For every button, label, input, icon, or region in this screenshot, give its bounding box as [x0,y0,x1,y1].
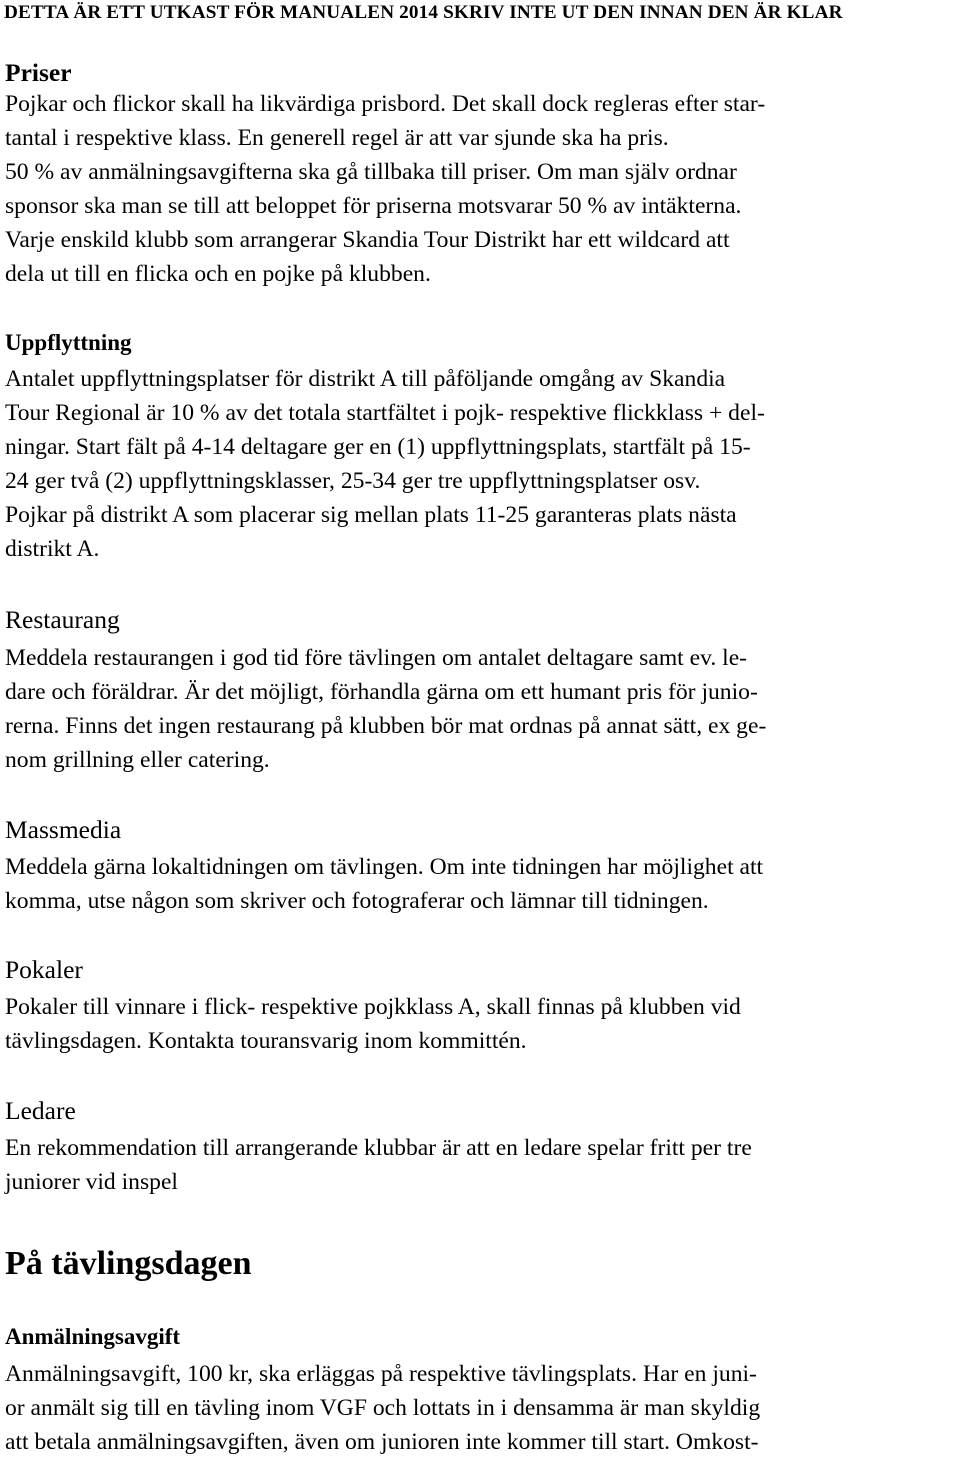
paragraph-line: att betala anmälningsavgiften, även om junioren inte kommer till start. Omkost- [5,1429,759,1455]
paragraph-line: Antalet uppflyttningsplatser för distrikt A till påföljande omgång av Skandia [5,366,726,392]
paragraph-line: Pojkar på distrikt A som placerar sig mellan plats 11-25 garanteras plats nästa [5,502,737,528]
paragraph-line: tantal i respektive klass. En generell regel är att var sjunde ska ha pris. [5,125,669,151]
section-heading-restaurang: Restaurang [5,605,120,634]
paragraph-line: sponsor ska man se till att beloppet för priserna motsvarar 50 % av intäkterna. [5,193,742,219]
paragraph-line: distrikt A. [5,536,100,562]
paragraph-line: ningar. Start fält på 4-14 deltagare ger en (1) uppflyttningsplats, startfält på 15- [5,434,751,460]
paragraph-line: Meddela restaurangen i god tid före tävlingen om antalet deltagare samt ev. le- [5,645,748,671]
paragraph-line: rerna. Finns det ingen restaurang på klubben bör mat ordnas på annat sätt, ex ge- [5,713,767,739]
paragraph-line: En rekommendation till arrangerande klubbar är att en ledare spelar fritt per tre [5,1135,752,1161]
section-heading-ledare: Ledare [5,1096,76,1125]
paragraph-line: Pojkar och flickor skall ha likvärdiga prisbord. Det skall dock regleras efter star- [5,91,766,117]
paragraph-line: dela ut till en flicka och en pojke på klubben. [5,261,431,287]
section-heading-priser: Priser [5,58,72,87]
paragraph-line: Varje enskild klubb som arrangerar Skandia Tour Distrikt har ett wildcard att [5,227,730,253]
chapter-heading-tavlingsdagen: På tävlingsdagen [5,1245,252,1282]
paragraph-line: juniorer vid inspel [5,1169,178,1195]
paragraph-line: or anmält sig till en tävling inom VGF och lottats in i densamma är man skyldig [5,1395,761,1421]
paragraph-line: Meddela gärna lokaltidningen om tävlingen. Om inte tidningen har möjlighet att [5,854,764,880]
paragraph-line: dare och föräldrar. Är det möjligt, förhandla gärna om ett humant pris för junio- [5,679,758,705]
draft-warning-header: DETTA ÄR ETT UTKAST FÖR MANUALEN 2014 SKRIV INTE UT DEN INNAN DEN ÄR KLAR [4,2,843,23]
paragraph-line: komma, utse någon som skriver och fotograferar och lämnar till tidningen. [5,888,709,914]
paragraph-line: nom grillning eller catering. [5,747,270,773]
paragraph-line: Tour Regional är 10 % av det totala startfältet i pojk- respektive flickklass + del- [5,400,765,426]
section-heading-uppflyttning: Uppflyttning [5,330,132,355]
paragraph-line: Anmälningsavgift, 100 kr, ska erläggas på respektive tävlingsplats. Har en juni- [5,1361,757,1387]
section-heading-massmedia: Massmedia [5,815,122,844]
paragraph-line: 50 % av anmälningsavgifterna ska gå tillbaka till priser. Om man själv ordnar [5,159,737,185]
section-heading-pokaler: Pokaler [5,955,83,984]
section-heading-anmalningsavgift: Anmälningsavgift [5,1324,181,1349]
paragraph-line: 24 ger två (2) uppflyttningsklasser, 25-34 ger tre uppflyttningsplatser osv. [5,468,701,494]
paragraph-line: tävlingsdagen. Kontakta touransvarig inom kommittén. [5,1028,527,1054]
paragraph-line: Pokaler till vinnare i flick- respektive pojkklass A, skall finnas på klubben vid [5,994,741,1020]
